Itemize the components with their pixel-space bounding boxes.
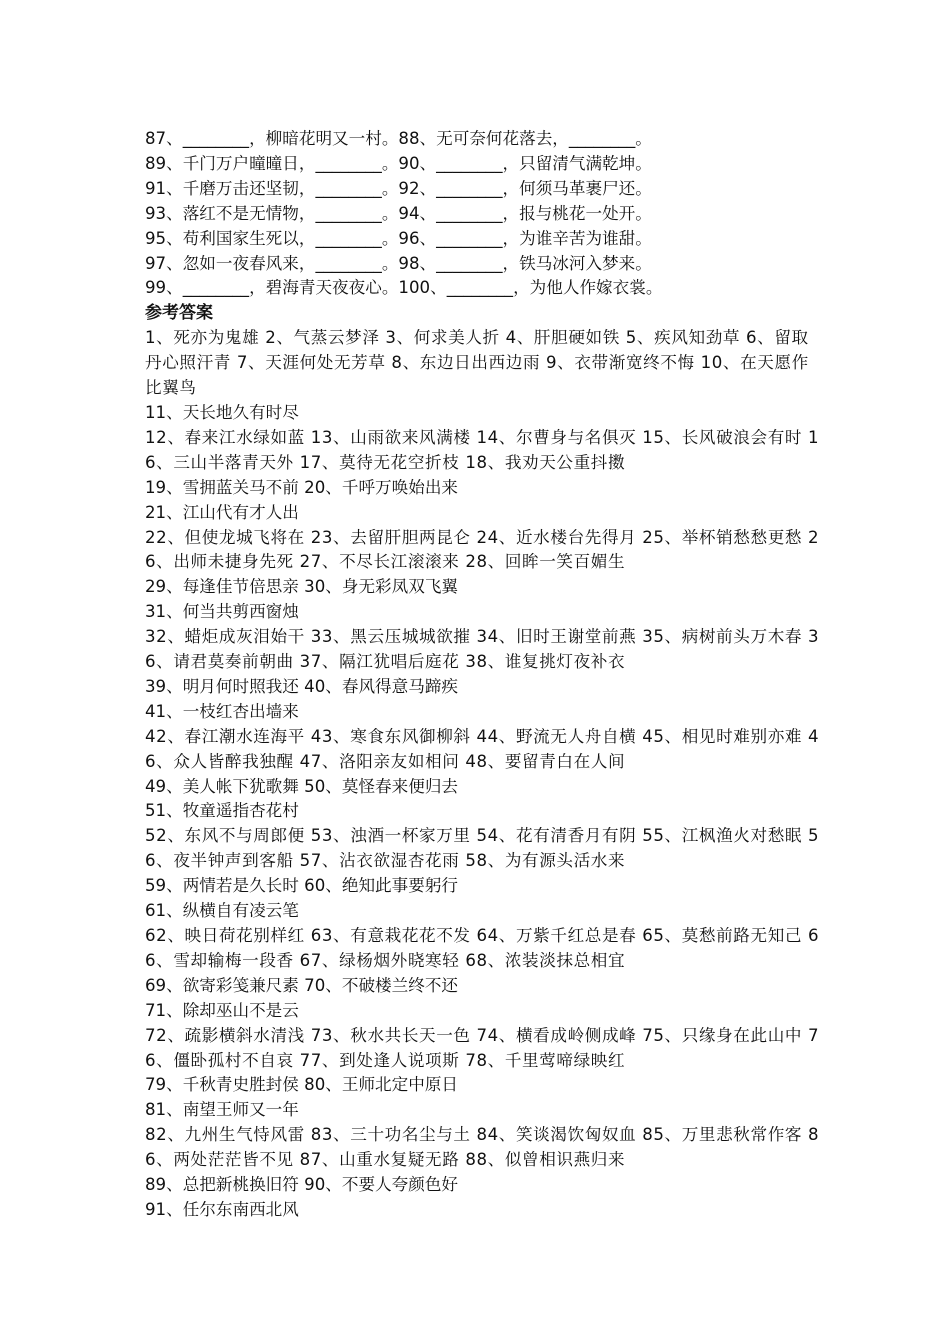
answer-paragraph: 39、明月何时照我还 40、春风得意马蹄疾 [145, 676, 459, 696]
answer-paragraph: 29、每逢佳节倍思亲 30、身无彩凤双飞翼 [145, 577, 459, 597]
answer-paragraph: 79、千秋青史胜封侯 80、王师北定中原日 [145, 1075, 459, 1095]
answer-paragraph: 89、总把新桃换旧符 90、不要人夸颜色好 [145, 1175, 459, 1195]
answer-paragraph: 49、美人帐下犹歌舞 50、莫怪春来便归去 [145, 776, 459, 796]
answers-heading: 参考答案 [145, 303, 213, 324]
answer-paragraph: 42、春江潮水连海平 43、寒食东风御柳斜 44、野流无人舟自横 45、相见时难别亦难 46、众人皆醉我独醒 47、洛阳亲友如相问 48、要留青白在人间 [145, 726, 820, 771]
question-line: 95、苟利国家生死以，________。96、________，为谁辛苦为谁甜。 [145, 228, 652, 248]
question-line: 97、忽如一夜春风来，________。98、________，铁马冰河入梦来。 [145, 253, 652, 273]
document-page [145, 127, 825, 1223]
answer-paragraph: 72、疏影横斜水清浅 73、秋水共长天一色 74、横看成岭侧成峰 75、只缘身在此山中 76、僵卧孤村不自哀 77、到处逢人说项斯 78、千里莺啼绿映红 [145, 1025, 820, 1070]
answer-paragraph: 59、两情若是久长时 60、绝知此事要躬行 [145, 876, 459, 896]
question-line: 87、________，柳暗花明又一村。88、无可奈何花落去，________。 [145, 129, 652, 148]
answer-paragraph: 21、江山代有才人出 [145, 502, 299, 522]
answer-paragraph: 31、何当共剪西窗烛 [145, 602, 299, 622]
answer-paragraph: 81、南望王师又一年 [145, 1100, 299, 1120]
question-line: 93、落红不是无情物，________。94、________，报与桃花一处开。 [145, 203, 652, 223]
answer-paragraph: 71、除却巫山不是云 [145, 1000, 299, 1020]
answer-paragraph: 12、春来江水绿如蓝 13、山雨欲来风满楼 14、尔曹身与名俱灭 15、长风破浪会有时 16、三山半落青天外 17、莫待无花空折枝 18、我劝天公重抖擞 [145, 427, 820, 472]
answer-paragraph: 1、死亦为鬼雄 2、气蒸云梦泽 3、何求美人折 4、肝胆硬如铁 5、疾风知劲草 6、留取丹心照汗青 7、天涯何处无芳草 8、东边日出西边雨 9、衣带渐宽终不悔 10、在天愿作比翼鸟 [145, 328, 809, 398]
answer-paragraph: 91、任尔东南西北风 [145, 1199, 299, 1219]
question-line: 99、________，碧海青天夜夜心。100、________，为他人作嫁衣裳。 [145, 278, 663, 298]
answer-paragraph: 19、雪拥蓝关马不前 20、千呼万唤始出来 [145, 477, 459, 497]
answer-paragraph: 52、东风不与周郎便 53、浊酒一杯家万里 54、花有清香月有阴 55、江枫渔火对愁眠 56、夜半钟声到客船 57、沾衣欲湿杏花雨 58、为有源头活水来 [145, 826, 820, 871]
answer-list [145, 326, 825, 1223]
answer-paragraph: 22、但使龙城飞将在 23、去留肝胆两昆仑 24、近水楼台先得月 25、举杯销愁愁更愁 26、出师未捷身先死 27、不尽长江滚滚来 28、回眸一笑百媚生 [145, 527, 820, 572]
question-list [145, 127, 825, 301]
question-line: 89、千门万户曈曈日，________。90、________，只留清气满乾坤。 [145, 153, 652, 173]
answer-paragraph: 41、一枝红杏出墙来 [145, 701, 299, 721]
answer-paragraph: 51、牧童遥指杏花村 [145, 801, 299, 821]
answer-paragraph: 82、九州生气恃风雷 83、三十功名尘与土 84、笑谈渴饮匈奴血 85、万里悲秋常作客 86、两处茫茫皆不见 87、山重水复疑无路 88、似曾相识燕归来 [145, 1125, 820, 1170]
question-line: 91、千磨万击还坚韧，________。92、________，何须马革裹尸还。 [145, 178, 652, 198]
answer-paragraph: 61、纵横自有凌云笔 [145, 901, 299, 921]
answer-paragraph: 32、蜡炬成灰泪始干 33、黑云压城城欲摧 34、旧时王谢堂前燕 35、病树前头万木春 36、请君莫奏前朝曲 37、隔江犹唱后庭花 38、谁复挑灯夜补衣 [145, 627, 820, 672]
answer-paragraph: 69、欲寄彩笺兼尺素 70、不破楼兰终不还 [145, 975, 459, 995]
answer-paragraph: 11、天长地久有时尽 [145, 402, 299, 422]
answer-paragraph: 62、映日荷花别样红 63、有意栽花花不发 64、万紫千红总是春 65、莫愁前路无知己 66、雪却输梅一段香 67、绿杨烟外晓寒轻 68、浓装淡抹总相宜 [145, 926, 820, 970]
